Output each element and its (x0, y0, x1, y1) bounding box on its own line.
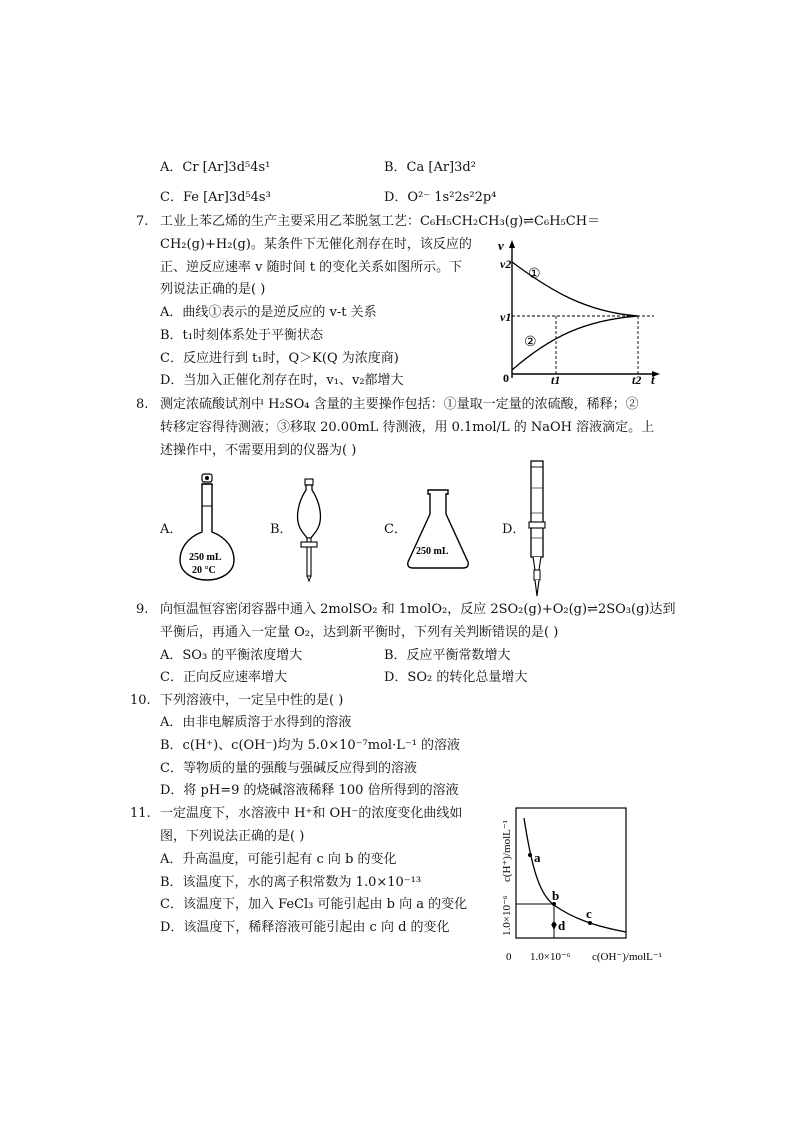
point-b-label: b (552, 888, 560, 903)
q10-option-d: D．将 pH=9 的烧碱溶液稀释 100 倍所得到的溶液 (160, 783, 459, 798)
v-axis-label: v (498, 238, 504, 253)
v-axis-arrow (509, 240, 515, 248)
y-axis-label: c(H⁺)/molL⁻¹ (501, 820, 513, 882)
q6-option-c: C．Fe [Ar]3d⁵4s³ (160, 190, 271, 205)
q9-option-d: D．SO₂ 的转化总量增大 (384, 670, 528, 685)
q8-stem-line3: 述操作中，不需要用到的仪器为( ) (160, 443, 357, 458)
q7-option-d: D．当加入正催化剂存在时，v₁、v₂都增大 (160, 373, 404, 388)
q7-vt-graph (496, 236, 668, 386)
q7-stem-line1: 工业上苯乙烯的生产主要采用乙苯脱氢工艺：C₆H₅CH₂CH₃(g)⇌C₆H₅CH＝ (160, 214, 601, 229)
origin-label: 0 (503, 371, 509, 385)
volumetric-flask-icon (176, 472, 238, 584)
q9-option-a: A．SO₃ 的平衡浓度增大 (160, 648, 303, 663)
q11-ion-concentration-graph (494, 800, 690, 970)
q8-option-d: D． (502, 522, 526, 537)
q8-stem-line2: 转移定容得待测液；③移取 20.00mL 待测液，用 0.1mol/L 的 NaOH 溶液滴定。上 (160, 420, 655, 435)
q11-stem-line2: 图，下列说法正确的是( ) (160, 829, 305, 844)
q11-option-b: B．该温度下，水的离子积常数为 1.0×10⁻¹³ (160, 875, 422, 890)
q8-number: 8. (136, 397, 149, 412)
q6-option-b: B．Ca [Ar]3d² (384, 160, 476, 175)
svg-text:250 mL: 250 mL (189, 552, 222, 563)
origin-label: 0 (506, 951, 512, 963)
svg-text:20 °C: 20 °C (192, 565, 216, 576)
q8-stem-line1: 测定浓硫酸试剂中 H₂SO₄ 含量的主要操作包括：①量取一定量的浓硫酸，稀释；② (160, 397, 639, 412)
separatory-funnel-icon (292, 478, 326, 582)
burette-icon (524, 458, 550, 598)
graph-frame (516, 808, 626, 938)
point-d-label: d (558, 918, 566, 933)
q10-option-a: A．由非电解质溶于水得到的溶液 (160, 715, 352, 730)
erlenmeyer-flask-icon (404, 488, 472, 570)
svg-text:250 mL: 250 mL (416, 546, 449, 557)
curve-1-label: ① (528, 267, 541, 282)
q11-stem-line1: 一定温度下，水溶液中 H⁺和 OH⁻的浓度变化曲线如 (160, 806, 463, 821)
q9-option-b: B．反应平衡常数增大 (384, 648, 511, 663)
kw-curve (524, 818, 626, 932)
x-axis-label: c(OH⁻)/molL⁻¹ (592, 951, 662, 963)
q7-option-c: C．反应进行到 t₁时，Q＞K(Q 为浓度商) (160, 351, 399, 366)
point-a (528, 853, 532, 857)
q11-option-a: A．升高温度，可能引起有 c 向 b 的变化 (160, 852, 397, 867)
q10-stem: 下列溶液中，一定呈中性的是( ) (160, 693, 344, 708)
v2-label: v2 (500, 257, 512, 271)
q8-option-c: C． (384, 522, 407, 537)
q7-number: 7. (136, 214, 149, 229)
t-axis-label: t (651, 372, 655, 386)
q7-stem-line2: CH₂(g)+H₂(g)。某条件下无催化剂存在时，该反应的 (160, 237, 472, 252)
q10-option-c: C．等物质的量的强酸与强碱反应得到的溶液 (160, 761, 417, 776)
t2-label: t2 (632, 373, 642, 386)
q11-option-c: C．该温度下，加入 FeCl₃ 可能引起由 b 向 a 的变化 (160, 897, 468, 912)
q7-stem-line3: 正、逆反应速率 v 随时间 t 的变化关系如图所示。下 (160, 260, 463, 275)
point-c-label: c (586, 906, 592, 921)
b-to-d-arrow (551, 924, 557, 930)
q10-option-b: B．c(H⁺)、c(OH⁻)均为 5.0×10⁻⁷mol·L⁻¹ 的溶液 (160, 738, 461, 753)
q10-number: 10. (130, 693, 151, 708)
q11-option-d: D．该温度下，稀释溶液可能引起由 c 向 d 的变化 (160, 920, 450, 935)
q9-stem-line1: 向恒温恒容密闭容器中通入 2molSO₂ 和 1molO₂，反应 2SO₂(g)+O₂(g)⇌2SO₃(g)达到 (160, 602, 676, 617)
v1-label: v1 (500, 310, 512, 324)
t1-label: t1 (551, 373, 561, 386)
q8-option-a: A． (160, 522, 183, 537)
q7-option-a: A．曲线①表示的是逆反应的 v-t 关系 (160, 305, 377, 320)
x-tick-label: 1.0×10⁻⁶ (530, 951, 571, 963)
q6-option-a: A．Cr [Ar]3d⁵4s¹ (160, 160, 271, 175)
q11-number: 11. (130, 806, 151, 821)
q7-stem-line4: 列说法正确的是( ) (160, 282, 266, 297)
q9-option-c: C．正向反应速率增大 (160, 670, 287, 685)
q6-option-d: D．O²⁻ 1s²2s²2p⁴ (384, 190, 497, 205)
q9-stem-line2: 平衡后，再通入一定量 O₂，达到新平衡时，下列有关判断错误的是( ) (160, 625, 559, 640)
q7-option-b: B．t₁时刻体系处于平衡状态 (160, 328, 323, 343)
q9-number: 9. (136, 602, 149, 617)
point-a-label: a (534, 850, 541, 865)
q8-option-b: B． (270, 522, 293, 537)
point-c (588, 921, 592, 925)
y-tick-label: 1.0×10⁻⁶ (501, 895, 513, 936)
curve-2-label: ② (524, 335, 537, 350)
